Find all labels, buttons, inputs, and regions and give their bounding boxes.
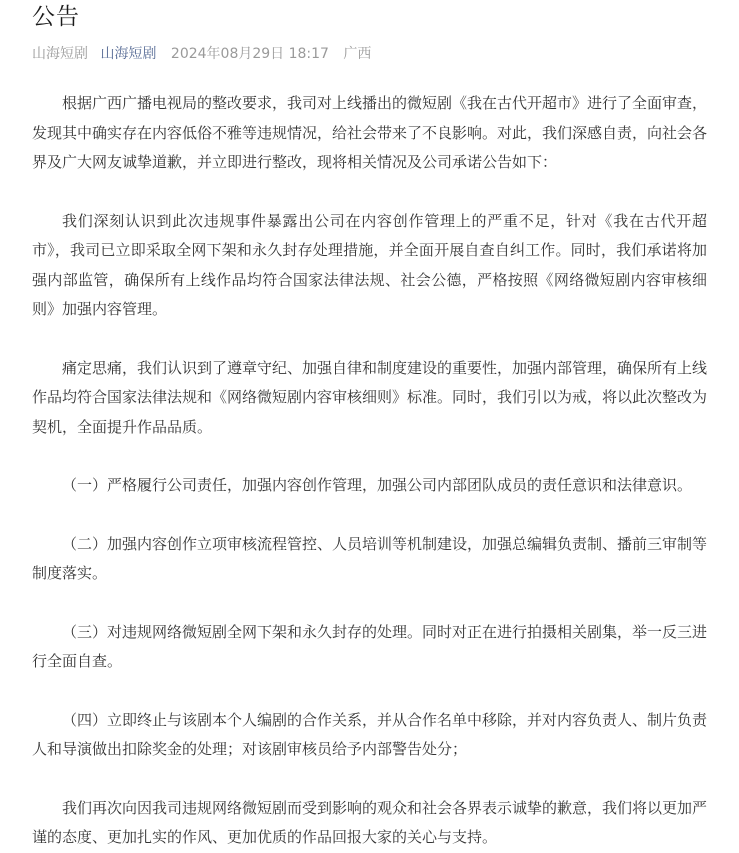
paragraph-intro: 根据广西广播电视局的整改要求，我司对上线播出的微短剧《我在古代开超市》进行了全面审查，发现其中确实存在内容低俗不雅等违规情况，给社会带来了不良影响。对此，我们深感自责，向社会各界及广大网友诚挚道歉，并立即进行整改，现将相关情况及公司承诺公告如下： — [32, 94, 708, 171]
paragraph-item-4: （四）立即终止与该剧本个人编剧的合作关系，并从合作名单中移除，并对内容负责人、制片负责人和导演做出扣除奖金的处理；对该剧审核员给予内部警告处分； — [32, 710, 708, 758]
account-link[interactable]: 山海短剧 — [100, 46, 157, 62]
paragraph-item-3: （三）对违规网络微短剧全网下架和永久封存的处理。同时对正在进行拍摄相关剧集，举一反三进行全面自查。 — [32, 622, 708, 670]
publish-location: 广西 — [343, 46, 372, 62]
paragraph-reflection: 痛定思痛，我们认识到了遵章守纪、加强自律和制度建设的重要性，加强内部管理，确保所有上线作品均符合国家法律法规和《网络微短剧内容审核细则》标准。同时，我们引以为戒，将以此次整改为契机，全面提升作品品质。 — [32, 358, 708, 436]
paragraph-closing: 我们再次向因我司违规网络微短剧而受到影响的观众和社会各界表示诚挚的歉意，我们将以更加严谨的态度、更加扎实的作风、更加优质的作品回报大家的关心与支持。 — [32, 798, 708, 846]
publish-date: 2024年08月29日 18:17 — [170, 46, 329, 62]
article-title: 公告 — [32, 4, 80, 30]
article-meta — [32, 43, 707, 65]
author-name: 山海短剧 — [32, 46, 88, 62]
paragraph-item-1: （一）严格履行公司责任，加强内容创作管理，加强公司内部团队成员的责任意识和法律意识。 — [62, 476, 693, 494]
paragraph-item-2: （二）加强内容创作立项审核流程管控、人员培训等机制建设，加强总编辑负责制、播前三审制等制度落实。 — [32, 534, 708, 582]
paragraph-measures: 我们深刻认识到此次违规事件暴露出公司在内容创作管理上的严重不足，针对《我在古代开超市》，我司已立即采取全网下架和永久封存处理措施，并全面开展自查自纠工作。同时，我们承诺将加强内部监管，确保所有上线作品均符合国家法律法规、社会公德，严格按照《网络微短剧内容审核细则》加强内容管理。 — [32, 211, 707, 318]
article-body — [32, 89, 707, 853]
